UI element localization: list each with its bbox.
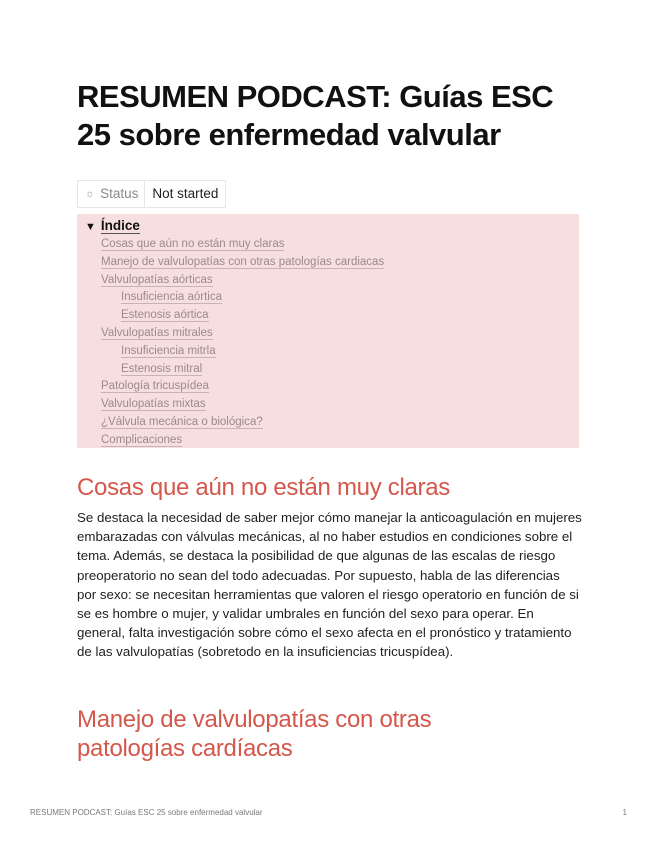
toc-item[interactable] bbox=[101, 272, 384, 290]
toc-item[interactable] bbox=[101, 325, 384, 343]
status-value[interactable]: Not started bbox=[152, 186, 219, 201]
page-title: RESUMEN PODCAST: Guías ESC 25 sobre enfermedad valvular bbox=[77, 79, 554, 152]
toc-link[interactable]: Cosas que aún no están muy claras bbox=[101, 238, 285, 250]
toc-item[interactable] bbox=[101, 236, 384, 254]
section-paragraph: Se destaca la necesidad de saber mejor cómo manejar la anticoagulación en mujeres embarazadas con válvulas mecánicas, al no haber estudios en condiciones sobre el tema. Además, se destaca la posibilidad de que algunas de las escalas de riesgo preoperatorio no sean del todo adecuadas. Por supuesto, habla de las diferencias por sexo: se necesitan herramientas que valoren el riesgo operatorio en función de si se es hombre o mujer, y validar umbrales en función del sexo para operar. En general, falta investigación sobre cómo el sexo afecta en el pronóstico y tratamiento de las valvulopatías (sobretodo en la insuficiencias tricuspídea). bbox=[77, 510, 582, 660]
toc-item[interactable] bbox=[101, 254, 384, 272]
section-heading: Cosas que aún no están muy claras bbox=[77, 474, 450, 501]
index-toggle-block bbox=[77, 214, 579, 448]
toc-link[interactable]: Complicaciones bbox=[101, 433, 183, 446]
toc-link[interactable]: Estenosis mitral bbox=[121, 362, 203, 375]
status-property-name bbox=[78, 181, 145, 207]
toc-item[interactable] bbox=[101, 307, 384, 325]
section-heading: Manejo de valvulopatías con otras patologías cardíacas bbox=[77, 706, 432, 762]
toc-item[interactable] bbox=[101, 378, 384, 396]
table-of-contents bbox=[101, 236, 384, 450]
toc-item[interactable] bbox=[101, 432, 384, 450]
toc-link[interactable]: Patología tricuspídea bbox=[101, 380, 210, 393]
toc-link[interactable]: Manejo de valvulopatías con otras patologías cardiacas bbox=[101, 255, 385, 268]
toc-link[interactable]: Valvulopatías mixtas bbox=[101, 398, 206, 411]
toc-link[interactable]: Valvulopatías mitrales bbox=[101, 326, 213, 339]
index-toggle-header[interactable] bbox=[85, 217, 140, 236]
footer-document-title: RESUMEN PODCAST: Guías ESC 25 sobre enfermedad valvular bbox=[30, 808, 263, 817]
toc-link[interactable]: Insuficiencia mitrla bbox=[121, 344, 216, 357]
toggle-triangle-icon[interactable]: ▼ bbox=[85, 221, 96, 233]
toc-link[interactable]: Insuficiencia aórtica bbox=[121, 291, 222, 304]
toc-link[interactable]: Estenosis aórtica bbox=[121, 309, 209, 322]
toc-item[interactable] bbox=[101, 361, 384, 379]
toc-item[interactable] bbox=[101, 396, 384, 414]
toc-item[interactable] bbox=[101, 414, 384, 432]
toc-link[interactable]: Valvulopatías aórticas bbox=[101, 273, 213, 286]
sun-icon: ☼ bbox=[85, 188, 96, 200]
footer-page-number: 1 bbox=[622, 808, 627, 817]
toc-link[interactable]: ¿Válvula mecánica o biológica? bbox=[101, 415, 263, 428]
index-toggle-label[interactable]: Índice bbox=[100, 218, 140, 233]
status-property[interactable] bbox=[77, 180, 226, 208]
toc-item[interactable] bbox=[101, 289, 384, 307]
status-label: Status bbox=[100, 186, 139, 201]
toc-item[interactable] bbox=[101, 343, 384, 361]
